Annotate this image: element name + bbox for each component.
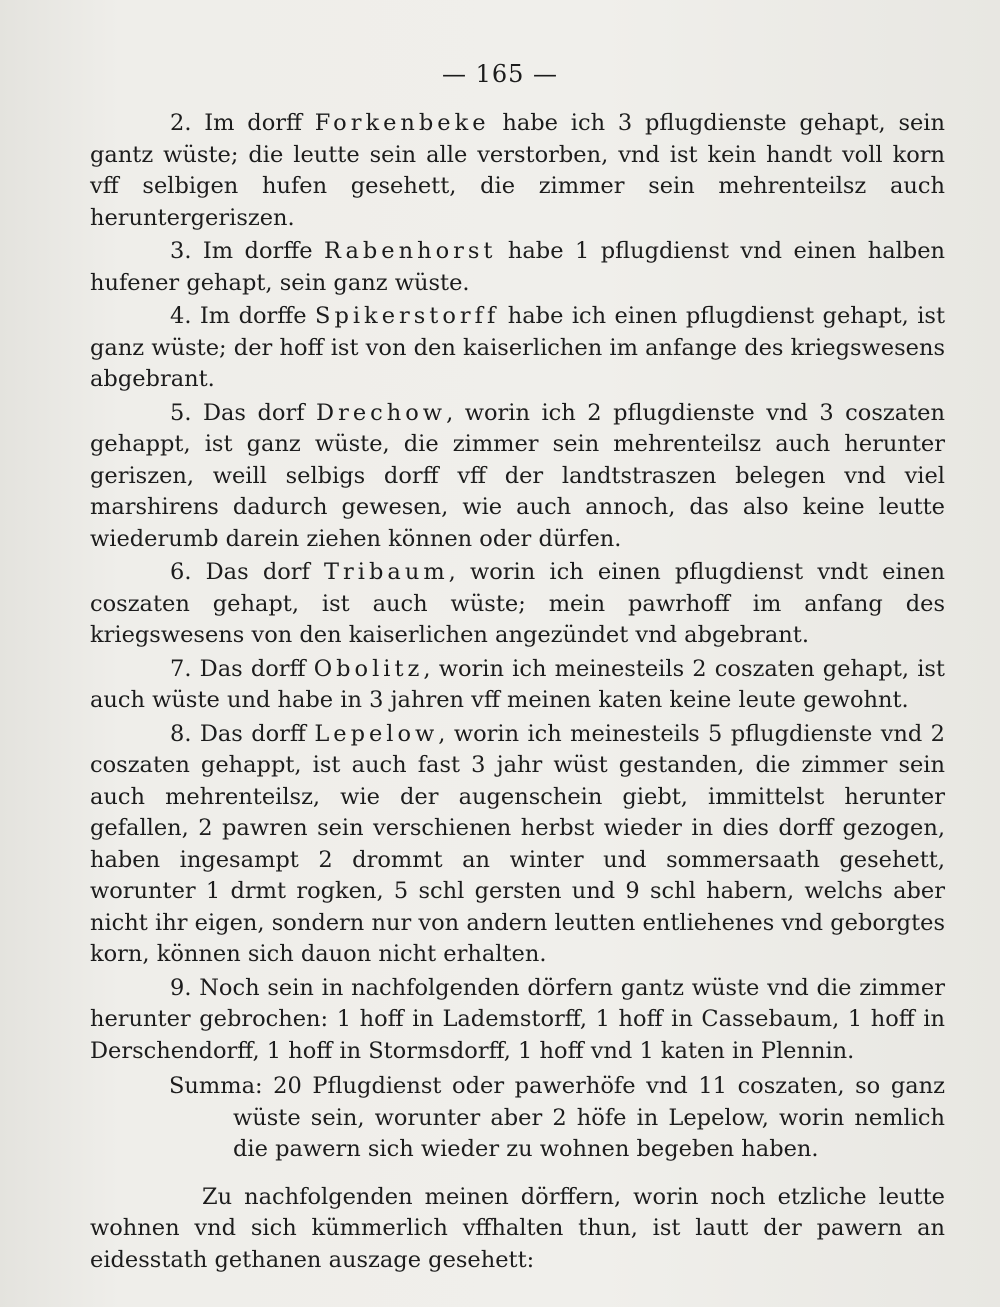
paragraph-6 <box>90 557 945 652</box>
paragraph-text: , worin ich 2 pflugdienste vnd 3 coszaten gehappt, ist ganz wüste, die zimmer sein mehrenteilsz auch herunter geriszen, weill selbigs dorff vff der landtstraszen belegen vnd viel marshirens dadurch gewesen, wie auch annoch, das also keine leutte wiederumb darein ziehen können oder dürfen. <box>90 399 945 552</box>
paragraph-text: , worin ich meinesteils 2 coszaten gehapt, ist auch wüste und habe in 3 jahren vff meinen katen keine leute gewohnt. <box>90 655 945 713</box>
place-name: Forkenbeke <box>314 110 490 136</box>
place-name: Rabenhorst <box>324 238 497 264</box>
paragraph-text: , worin ich meinesteils 5 pflugdienste vnd 2 coszaten gehappt, ist auch fast 3 jahr wüst gestanden, die zimmer sein auch mehrenteilsz, wie der augenschein giebt, immittelst herunter gefallen, 2 pawren sein verschienen herbst wieder in dies dorff gezogen, haben ingesampt 2 drommt an winter und sommersaath gesehett, worunter 1 drmt rogken, 5 schl gersten und 9 schl habern, welchs aber nicht ihr eigen, sondern nur von andern leutten entliehenes vnd geborgtes korn, können sich dauon nicht erhalten. <box>90 720 945 967</box>
paragraph-7 <box>90 654 945 717</box>
place-name: Lepelow <box>314 720 439 747</box>
summa-paragraph: Summa: 20 Pflugdienst oder pawerhöfe vnd 11 coszaten, so ganz wüste sein, worunter aber 2 höfe in Lepelow, worin nemlich die pawern sich wieder zu wohnen begeben haben. <box>169 1073 945 1162</box>
paragraph-text: habe 1 pflugdienst vnd einen halben hufener gehapt, sein ganz wüste. <box>90 238 946 296</box>
paragraph-text: habe ich einen pflugdienst gehapt, ist ganz wüste; der hoff ist von den kaiserlichen im anfange des kriegswesens abgebrant. <box>90 303 946 392</box>
paragraph-prefix: 3. Im dorffe <box>170 238 324 264</box>
page-body <box>90 108 945 1276</box>
paragraph-text: 9. Noch sein in nachfolgenden dörfern gantz wüste vnd die zimmer herunter gebrochen: 1 hoff in Lademstorff, 1 hoff in Cassebaum, 1 hoff in Derschendorff, 1 hoff in Stormsdorff, 1 hoff vnd 1 katen in Plennin. <box>90 974 945 1064</box>
paragraph-prefix: 4. Im dorffe <box>170 303 316 329</box>
paragraph-prefix: 5. Das dorf <box>170 399 317 426</box>
paragraph-9 <box>90 973 945 1068</box>
paragraph-text: , worin ich einen pflugdienst vndt einen coszaten gehapt, ist auch wüste; mein pawrhoff im anfang des kriegswesens von den kaiserlichen angezündet vnd abgebrant. <box>90 559 945 648</box>
paragraph-4 <box>90 301 945 396</box>
place-name: Spikerstorff <box>315 303 500 329</box>
page-number: — 165 — <box>441 60 559 88</box>
place-name: Drechow <box>316 399 447 426</box>
paragraph-text: habe ich 3 pflugdienste gehapt, sein gantz wüste; die leutte sein alle verstorben, vnd ist kein handt voll korn vff selbigen hufen gesehett, die zimmer sein mehrenteilsz auch heruntergeriszen. <box>90 110 945 231</box>
paragraph-prefix: 7. Das dorff <box>170 655 314 682</box>
place-name: Obolitz <box>313 655 424 682</box>
paragraph-prefix: 8. Das dorff <box>170 720 315 747</box>
place-name: Tribaum <box>324 559 449 585</box>
paragraph-8 <box>90 719 945 971</box>
paragraph-prefix: 6. Das dorf <box>170 559 325 585</box>
paragraph-2 <box>90 108 945 234</box>
paragraph-3 <box>90 236 945 299</box>
paragraph-5 <box>90 398 945 556</box>
closing-paragraph: Zu nachfolgenden meinen dörffern, worin noch etzliche leutte wohnen vnd sich kümmerlich vffhalten thun, ist lautt der pawern an eidesstath gethanen auszage gesehett: <box>90 1183 945 1273</box>
paragraph-prefix: 2. Im dorff <box>170 110 315 136</box>
